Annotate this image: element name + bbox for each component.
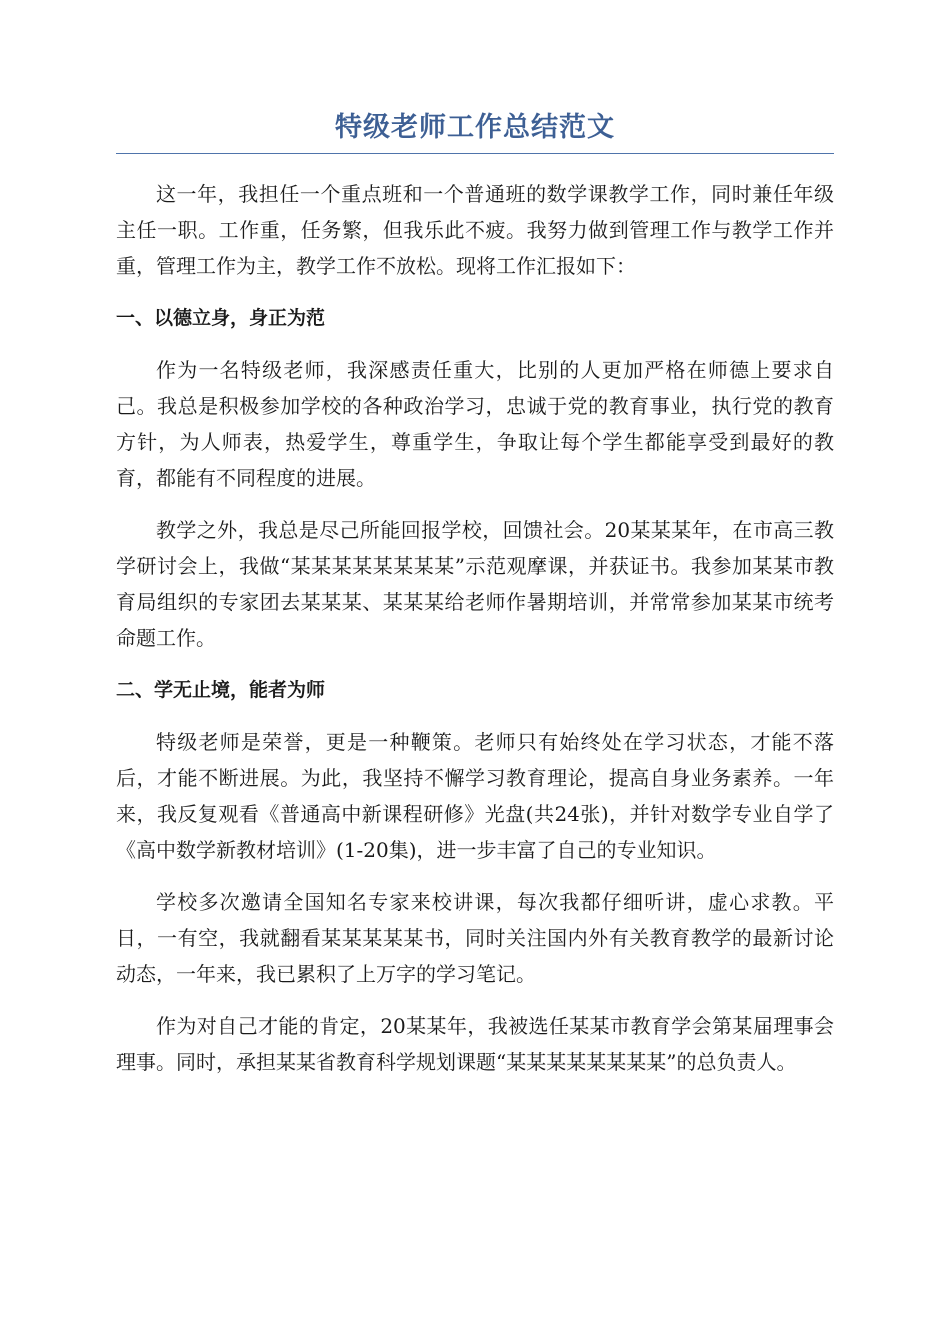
paragraph: 学校多次邀请全国知名专家来校讲课，每次我都仔细听讲，虚心求教。平日，一有空，我就翻看某某某某某书，同时关注国内外有关教育教学的最新讨论动态，一年来，我已累积了上万字的学习笔记。	[116, 890, 834, 986]
document-title: 特级老师工作总结范文	[335, 112, 615, 143]
document-page	[116, 108, 834, 1096]
paragraph: 特级老师是荣誉，更是一种鞭策。老师只有始终处在学习状态，才能不落后，才能不断进展。为此，我坚持不懈学习教育理论，提高自身业务素养。一年来，我反复观看《普通高中新课程研修》光盘(共24张)，并针对数学专业自学了《高中数学新教材培训》(1-20集)，进一步丰富了自己的专业知识。	[116, 730, 834, 862]
paragraph: 作为一名特级老师，我深感责任重大，比别的人更加严格在师德上要求自己。我总是积极参加学校的各种政治学习，忠诚于党的教育事业，执行党的教育方针，为人师表，热爱学生，尊重学生，争取让每个学生都能享受到最好的教育，都能有不同程度的进展。	[116, 358, 834, 490]
section-heading-1: 一、以德立身，身正为范	[116, 307, 326, 329]
paragraph: 作为对自己才能的肯定，20某某年，我被选任某某市教育学会第某届理事会理事。同时，承担某某省教育科学规划课题“某某某某某某某某”的总负责人。	[116, 1014, 834, 1074]
paragraph: 教学之外，我总是尽己所能回报学校，回馈社会。20某某某年，在市高三教学研讨会上，我做“某某某某某某某某”示范观摩课，并获证书。我参加某某市教育局组织的专家团去某某某、某某某给老师作暑期培训，并常常参加某某市统考命题工作。	[116, 518, 834, 650]
section-heading-2: 二、学无止境，能者为师	[116, 679, 326, 701]
title-underline	[116, 153, 834, 154]
intro-paragraph: 这一年，我担任一个重点班和一个普通班的数学课教学工作，同时兼任年级主任一职。工作重，任务繁，但我乐此不疲。我努力做到管理工作与教学工作并重，管理工作为主，教学工作不放松。现将工作汇报如下：	[116, 182, 834, 278]
